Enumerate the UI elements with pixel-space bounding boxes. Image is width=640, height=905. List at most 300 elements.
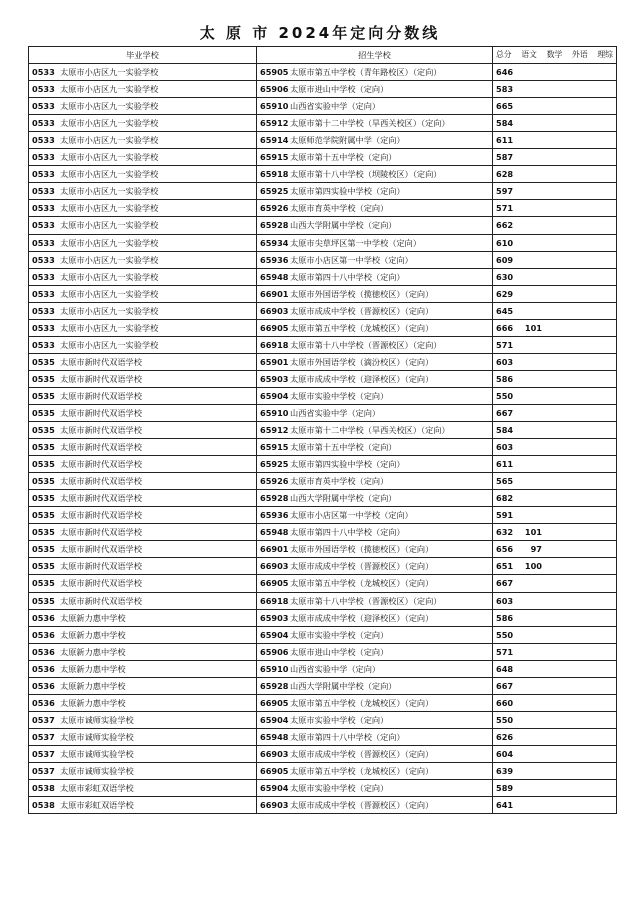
grad-school-cell xyxy=(29,609,257,626)
score-cell xyxy=(493,762,617,779)
score-cell xyxy=(493,234,617,251)
table-row xyxy=(29,797,617,814)
score-cell xyxy=(493,592,617,609)
chinese-score: 101 xyxy=(524,322,542,333)
grad-school-cell xyxy=(29,541,257,558)
grad-school-cell xyxy=(29,370,257,387)
enroll-school-cell xyxy=(257,387,493,404)
table-row xyxy=(29,626,617,643)
enroll-school-cell xyxy=(257,439,493,456)
table-row xyxy=(29,456,617,473)
total-score: 632 xyxy=(496,527,514,538)
total-score: 626 xyxy=(496,731,514,742)
enroll-school-name: 太原市第十二中学校（旱西关校区）（定向） xyxy=(290,118,450,129)
chinese-score xyxy=(520,746,542,762)
chinese-score xyxy=(520,64,542,80)
table-row xyxy=(29,64,617,81)
score-cell xyxy=(493,422,617,439)
table-row xyxy=(29,507,617,524)
grad-school-name: 太原市小店区九一实验学校 xyxy=(60,67,159,78)
enroll-school-name: 太原市小店区第一中学校（定向） xyxy=(290,254,413,265)
enroll-school-code: 66918 xyxy=(260,595,289,606)
enroll-school-code: 65910 xyxy=(260,408,289,418)
score-cell xyxy=(493,166,617,183)
enroll-school-code: 66905 xyxy=(260,578,289,589)
grad-school-cell xyxy=(29,234,257,251)
enroll-school-cell xyxy=(257,541,493,558)
grad-school-code: 0537 xyxy=(32,765,55,776)
enroll-school-code: 65912 xyxy=(260,425,289,436)
grad-school-code: 0537 xyxy=(32,748,55,759)
chinese-score xyxy=(520,269,542,285)
enroll-school-code: 66905 xyxy=(260,765,289,776)
enroll-school-cell xyxy=(257,762,493,779)
chinese-score xyxy=(520,132,542,148)
chinese-score xyxy=(520,797,542,813)
enroll-school-name: 太原市外国语学校（揽徳校区）（定向） xyxy=(290,288,434,299)
enroll-school-cell xyxy=(257,490,493,507)
table-row xyxy=(29,353,617,370)
enroll-school-code: 66903 xyxy=(260,800,289,811)
enroll-school-cell xyxy=(257,132,493,149)
grad-school-cell xyxy=(29,200,257,217)
grad-school-cell xyxy=(29,592,257,609)
chinese-score xyxy=(520,115,542,131)
table-row xyxy=(29,439,617,456)
header-grad-school: 毕业学校 xyxy=(29,47,257,64)
grad-school-name: 太原市新时代双语学校 xyxy=(60,390,142,401)
enroll-school-name: 太原市第十八中学校（晋源校区）（定向） xyxy=(290,595,442,606)
table-body xyxy=(29,64,617,814)
grad-school-code: 0535 xyxy=(32,373,55,384)
chinese-score xyxy=(520,439,542,455)
grad-school-code: 0536 xyxy=(32,697,55,708)
score-table xyxy=(28,46,617,814)
total-score: 565 xyxy=(496,476,514,487)
total-score: 587 xyxy=(496,152,514,163)
total-score: 603 xyxy=(496,595,514,606)
score-cell xyxy=(493,319,617,336)
table-row xyxy=(29,728,617,745)
chinese-score: 100 xyxy=(524,561,542,572)
grad-school-name: 太原市小店区九一实验学校 xyxy=(60,254,159,265)
grad-school-name: 太原市新时代双语学校 xyxy=(60,476,142,487)
grad-school-name: 太原市诚师实验学校 xyxy=(60,748,134,759)
enroll-school-code: 65936 xyxy=(260,254,289,265)
enroll-school-cell xyxy=(257,524,493,541)
grad-school-name: 太原市新时代双语学校 xyxy=(60,356,142,367)
table-row xyxy=(29,575,617,592)
enroll-school-name: 山西大学附属中学校（定向） xyxy=(290,493,397,504)
chinese-score xyxy=(520,200,542,216)
header-foreign: 外语 xyxy=(572,50,588,60)
grad-school-name: 太原市新时代双语学校 xyxy=(60,544,142,555)
total-score: 666 xyxy=(496,322,514,333)
score-cell xyxy=(493,694,617,711)
enroll-school-code: 66903 xyxy=(260,561,289,572)
table-row xyxy=(29,677,617,694)
enroll-school-code: 65928 xyxy=(260,493,289,504)
total-score: 667 xyxy=(496,578,514,589)
enroll-school-name: 太原市进山中学校（定向） xyxy=(290,84,389,95)
chinese-score xyxy=(520,98,542,114)
enroll-school-code: 66903 xyxy=(260,305,289,316)
enroll-school-cell xyxy=(257,780,493,797)
grad-school-name: 太原新力惠中学校 xyxy=(60,629,126,640)
chinese-score xyxy=(520,286,542,302)
grad-school-code: 0536 xyxy=(32,680,55,691)
grad-school-cell xyxy=(29,456,257,473)
chinese-score: 101 xyxy=(524,527,542,538)
total-score: 584 xyxy=(496,425,514,436)
enroll-school-cell xyxy=(257,81,493,98)
enroll-school-name: 太原市成成中学校（晋源校区）（定向） xyxy=(290,305,434,316)
chinese-score xyxy=(520,149,542,165)
grad-school-name: 太原市小店区九一实验学校 xyxy=(60,305,159,316)
enroll-school-name: 太原市尖草坪区第一中学校（定向） xyxy=(290,237,422,248)
table-row xyxy=(29,422,617,439)
total-score: 611 xyxy=(496,135,514,146)
table-row xyxy=(29,660,617,677)
enroll-school-code: 65904 xyxy=(260,629,289,640)
enroll-school-cell xyxy=(257,609,493,626)
grad-school-code: 0536 xyxy=(32,646,55,657)
grad-school-cell xyxy=(29,473,257,490)
score-cell xyxy=(493,268,617,285)
table-row xyxy=(29,217,617,234)
enroll-school-name: 太原市成成中学校（迎泽校区）（定向） xyxy=(290,373,434,384)
score-cell xyxy=(493,149,617,166)
total-score: 584 xyxy=(496,118,514,129)
enroll-school-cell xyxy=(257,711,493,728)
table-row xyxy=(29,643,617,660)
grad-school-cell xyxy=(29,711,257,728)
grad-school-cell xyxy=(29,98,257,115)
grad-school-code: 0533 xyxy=(32,339,55,350)
grad-school-name: 太原市彩虹双语学校 xyxy=(60,800,134,811)
enroll-school-cell xyxy=(257,694,493,711)
enroll-school-cell xyxy=(257,166,493,183)
enroll-school-cell xyxy=(257,473,493,490)
grad-school-name: 太原市新时代双语学校 xyxy=(60,459,142,470)
table-row xyxy=(29,115,617,132)
grad-school-code: 0533 xyxy=(32,237,55,248)
header-total: 总分 xyxy=(496,50,512,60)
enroll-school-code: 65904 xyxy=(260,714,289,725)
grad-school-name: 太原市小店区九一实验学校 xyxy=(60,220,159,231)
table-row xyxy=(29,183,617,200)
enroll-school-cell xyxy=(257,626,493,643)
enroll-school-name: 太原市第四十八中学校（定向） xyxy=(290,527,405,538)
score-cell xyxy=(493,609,617,626)
score-cell xyxy=(493,558,617,575)
score-cell xyxy=(493,677,617,694)
total-score: 603 xyxy=(496,442,514,453)
grad-school-code: 0535 xyxy=(32,476,55,487)
chinese-score xyxy=(520,780,542,796)
enroll-school-code: 65948 xyxy=(260,731,289,742)
total-score: 648 xyxy=(496,663,514,674)
grad-school-cell xyxy=(29,353,257,370)
score-cell xyxy=(493,302,617,319)
grad-school-name: 太原市小店区九一实验学校 xyxy=(60,152,159,163)
total-score: 603 xyxy=(496,356,514,367)
table-row xyxy=(29,149,617,166)
enroll-school-name: 太原市第五中学校（龙城校区）（定向） xyxy=(290,765,434,776)
grad-school-code: 0535 xyxy=(32,442,55,453)
enroll-school-code: 65915 xyxy=(260,152,289,163)
table-row xyxy=(29,200,617,217)
chinese-score xyxy=(520,763,542,779)
chinese-score xyxy=(520,729,542,745)
score-cell xyxy=(493,370,617,387)
total-score: 550 xyxy=(496,714,514,725)
chinese-score xyxy=(520,81,542,97)
grad-school-cell xyxy=(29,677,257,694)
total-score: 597 xyxy=(496,186,514,197)
enroll-school-code: 65948 xyxy=(260,271,289,282)
grad-school-code: 0535 xyxy=(32,595,55,606)
grad-school-name: 太原市小店区九一实验学校 xyxy=(60,322,159,333)
enroll-school-code: 65904 xyxy=(260,390,289,401)
grad-school-cell xyxy=(29,183,257,200)
grad-school-code: 0533 xyxy=(32,322,55,333)
score-cell xyxy=(493,473,617,490)
enroll-school-name: 太原市第四十八中学校（定向） xyxy=(290,271,405,282)
grad-school-name: 太原新力惠中学校 xyxy=(60,612,126,623)
chinese-score xyxy=(520,371,542,387)
grad-school-code: 0536 xyxy=(32,629,55,640)
enroll-school-code: 65928 xyxy=(260,220,289,231)
score-cell xyxy=(493,780,617,797)
total-score: 667 xyxy=(496,408,514,418)
enroll-school-code: 65948 xyxy=(260,527,289,538)
grad-school-name: 太原市小店区九一实验学校 xyxy=(60,169,159,180)
enroll-school-cell xyxy=(257,797,493,814)
score-cell xyxy=(493,643,617,660)
grad-school-cell xyxy=(29,439,257,456)
enroll-school-cell xyxy=(257,149,493,166)
grad-school-code: 0536 xyxy=(32,612,55,623)
total-score: 656 xyxy=(496,544,514,555)
enroll-school-name: 太原市第五中学校（龙城校区）（定向） xyxy=(290,322,434,333)
grad-school-cell xyxy=(29,660,257,677)
enroll-school-code: 65918 xyxy=(260,169,289,180)
chinese-score xyxy=(520,388,542,404)
chinese-score xyxy=(520,507,542,523)
grad-school-code: 0533 xyxy=(32,67,55,78)
grad-school-cell xyxy=(29,64,257,81)
grad-school-cell xyxy=(29,404,257,421)
grad-school-cell xyxy=(29,285,257,302)
grad-school-name: 太原市诚师实验学校 xyxy=(60,714,134,725)
grad-school-cell xyxy=(29,81,257,98)
chinese-score xyxy=(520,610,542,626)
total-score: 609 xyxy=(496,254,514,265)
total-score: 550 xyxy=(496,390,514,401)
score-cell xyxy=(493,507,617,524)
table-row xyxy=(29,473,617,490)
enroll-school-name: 太原市第四十八中学校（定向） xyxy=(290,731,405,742)
chinese-score xyxy=(520,661,542,677)
enroll-school-cell xyxy=(257,422,493,439)
grad-school-code: 0533 xyxy=(32,169,55,180)
chinese-score xyxy=(520,473,542,489)
chinese-score xyxy=(520,303,542,319)
chinese-score xyxy=(520,678,542,694)
total-score: 586 xyxy=(496,612,514,623)
grad-school-code: 0538 xyxy=(32,783,55,794)
chinese-score xyxy=(520,252,542,268)
enroll-school-name: 太原市实验中学校（定向） xyxy=(290,629,389,640)
grad-school-name: 太原新力惠中学校 xyxy=(60,697,126,708)
table-row xyxy=(29,132,617,149)
enroll-school-code: 65903 xyxy=(260,373,289,384)
grad-school-cell xyxy=(29,575,257,592)
enroll-school-name: 太原市育英中学校（定向） xyxy=(290,203,389,214)
grad-school-name: 太原市诚师实验学校 xyxy=(60,731,134,742)
table-row xyxy=(29,745,617,762)
grad-school-name: 太原新力惠中学校 xyxy=(60,680,126,691)
chinese-score xyxy=(520,490,542,506)
total-score: 641 xyxy=(496,800,514,811)
grad-school-code: 0533 xyxy=(32,203,55,214)
total-score: 667 xyxy=(496,680,514,691)
grad-school-cell xyxy=(29,149,257,166)
grad-school-name: 太原市新时代双语学校 xyxy=(60,527,142,538)
score-cell xyxy=(493,336,617,353)
enroll-school-code: 66903 xyxy=(260,748,289,759)
grad-school-code: 0537 xyxy=(32,731,55,742)
grad-school-code: 0533 xyxy=(32,288,55,299)
chinese-score xyxy=(520,183,542,199)
grad-school-name: 太原市小店区九一实验学校 xyxy=(60,101,159,112)
score-cell xyxy=(493,251,617,268)
grad-school-cell xyxy=(29,319,257,336)
chinese-score: 97 xyxy=(530,544,542,555)
total-score: 586 xyxy=(496,373,514,384)
enroll-school-cell xyxy=(257,643,493,660)
enroll-school-cell xyxy=(257,660,493,677)
enroll-school-name: 山西大学附属中学校（定向） xyxy=(290,220,397,231)
enroll-school-cell xyxy=(257,200,493,217)
grad-school-cell xyxy=(29,626,257,643)
grad-school-cell xyxy=(29,387,257,404)
header-scores xyxy=(493,47,617,64)
grad-school-name: 太原市小店区九一实验学校 xyxy=(60,339,159,350)
grad-school-code: 0533 xyxy=(32,135,55,146)
enroll-school-cell xyxy=(257,745,493,762)
grad-school-cell xyxy=(29,302,257,319)
grad-school-cell xyxy=(29,797,257,814)
grad-school-code: 0533 xyxy=(32,84,55,95)
enroll-school-cell xyxy=(257,575,493,592)
grad-school-code: 0535 xyxy=(32,510,55,521)
table-row xyxy=(29,234,617,251)
table-row xyxy=(29,98,617,115)
enroll-school-name: 太原市第五中学校（龙城校区）（定向） xyxy=(290,697,434,708)
table-row xyxy=(29,558,617,575)
grad-school-code: 0535 xyxy=(32,459,55,470)
enroll-school-code: 65914 xyxy=(260,135,289,146)
enroll-school-cell xyxy=(257,285,493,302)
enroll-school-code: 65915 xyxy=(260,442,289,453)
enroll-school-code: 66905 xyxy=(260,322,289,333)
grad-school-cell xyxy=(29,268,257,285)
total-score: 550 xyxy=(496,629,514,640)
chinese-score xyxy=(520,422,542,438)
score-cell xyxy=(493,728,617,745)
enroll-school-cell xyxy=(257,251,493,268)
enroll-school-name: 太原市第十二中学校（旱西关校区）（定向） xyxy=(290,425,450,436)
enroll-school-code: 66901 xyxy=(260,288,289,299)
total-score: 583 xyxy=(496,84,514,95)
enroll-school-cell xyxy=(257,319,493,336)
enroll-school-cell xyxy=(257,558,493,575)
score-cell xyxy=(493,797,617,814)
enroll-school-name: 太原市育英中学校（定向） xyxy=(290,476,389,487)
enroll-school-code: 65926 xyxy=(260,476,289,487)
grad-school-name: 太原市新时代双语学校 xyxy=(60,442,142,453)
enroll-school-code: 65928 xyxy=(260,680,289,691)
enroll-school-cell xyxy=(257,370,493,387)
enroll-school-code: 65925 xyxy=(260,459,289,470)
table-row xyxy=(29,694,617,711)
table-row xyxy=(29,404,617,421)
enroll-school-cell xyxy=(257,336,493,353)
table-row xyxy=(29,81,617,98)
enroll-school-cell xyxy=(257,217,493,234)
grad-school-name: 太原市新时代双语学校 xyxy=(60,425,142,436)
grad-school-code: 0533 xyxy=(32,305,55,316)
grad-school-code: 0535 xyxy=(32,544,55,555)
enroll-school-name: 太原师范学院附属中学（定向） xyxy=(290,135,405,146)
enroll-school-name: 太原市第四实验中学校（定向） xyxy=(290,459,405,470)
grad-school-cell xyxy=(29,762,257,779)
grad-school-name: 太原市新时代双语学校 xyxy=(60,561,142,572)
page-title: 太 原 市 2024年定向分数线 xyxy=(199,24,441,42)
score-cell xyxy=(493,660,617,677)
enroll-school-cell xyxy=(257,234,493,251)
enroll-school-name: 山西省实验中学（定向） xyxy=(290,408,381,418)
enroll-school-code: 65903 xyxy=(260,612,289,623)
enroll-school-code: 66901 xyxy=(260,544,289,555)
chinese-score xyxy=(520,627,542,643)
grad-school-code: 0537 xyxy=(32,714,55,725)
header-chinese: 语文 xyxy=(521,50,537,60)
enroll-school-cell xyxy=(257,183,493,200)
chinese-score xyxy=(520,166,542,182)
enroll-school-code: 65912 xyxy=(260,118,289,129)
grad-school-code: 0535 xyxy=(32,425,55,436)
grad-school-name: 太原市小店区九一实验学校 xyxy=(60,237,159,248)
table-row xyxy=(29,762,617,779)
enroll-school-name: 太原市第十五中学校（定向） xyxy=(290,152,397,163)
grad-school-cell xyxy=(29,251,257,268)
chinese-score xyxy=(520,235,542,251)
grad-school-code: 0533 xyxy=(32,101,55,112)
total-score: 610 xyxy=(496,237,514,248)
total-score: 591 xyxy=(496,510,514,521)
enroll-school-name: 太原市进山中学校（定向） xyxy=(290,646,389,657)
grad-school-name: 太原新力惠中学校 xyxy=(60,646,126,657)
enroll-school-code: 65936 xyxy=(260,510,289,521)
chinese-score xyxy=(520,712,542,728)
table-row xyxy=(29,711,617,728)
grad-school-code: 0536 xyxy=(32,663,55,674)
table-header-row xyxy=(29,47,617,64)
header-science: 理综 xyxy=(597,50,613,60)
